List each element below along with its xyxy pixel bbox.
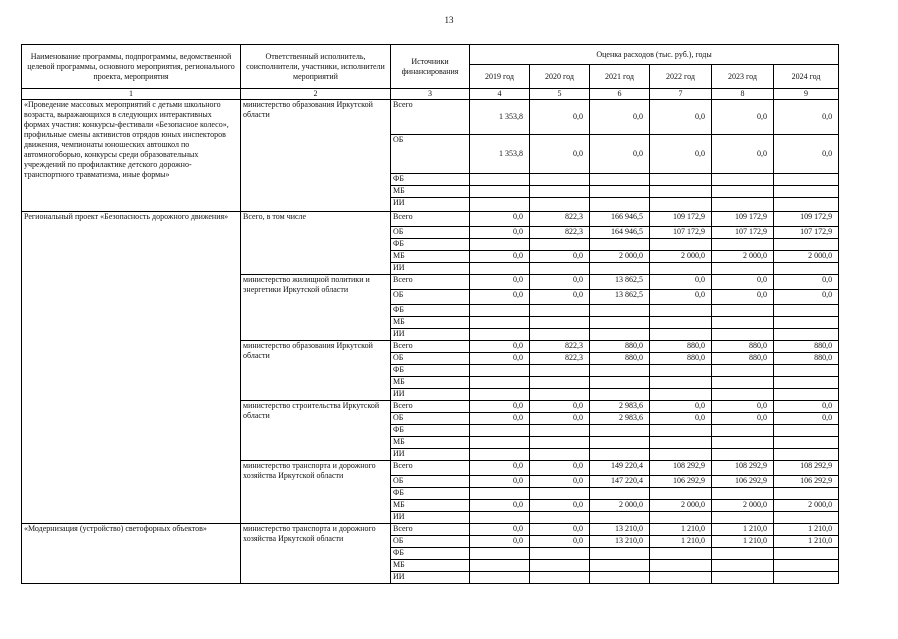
column-number: 7 <box>650 89 712 100</box>
amount-cell <box>590 186 650 198</box>
funding-source-cell: ФБ <box>391 239 470 251</box>
amount-cell: 107 172,9 <box>712 227 774 239</box>
amount-cell <box>470 560 530 572</box>
funding-source-cell: ОБ <box>391 476 470 488</box>
page-number: 13 <box>444 15 454 25</box>
amount-cell: 108 292,9 <box>774 461 839 476</box>
amount-cell <box>590 317 650 329</box>
amount-cell: 0,0 <box>712 135 774 174</box>
column-numbers-row <box>22 89 839 100</box>
amount-cell <box>470 305 530 317</box>
amount-cell <box>530 488 590 500</box>
amount-cell: 0,0 <box>470 341 530 353</box>
column-number: 6 <box>590 89 650 100</box>
amount-cell <box>774 365 839 377</box>
amount-cell <box>650 512 712 524</box>
amount-cell <box>650 239 712 251</box>
amount-cell <box>470 239 530 251</box>
amount-cell: 1 210,0 <box>712 524 774 536</box>
header-year: 2024 год <box>774 65 839 89</box>
amount-cell: 0,0 <box>774 401 839 413</box>
amount-cell: 0,0 <box>470 524 530 536</box>
column-number: 2 <box>241 89 391 100</box>
amount-cell: 0,0 <box>530 290 590 305</box>
amount-cell: 0,0 <box>774 100 839 135</box>
funding-source-cell: МБ <box>391 251 470 263</box>
table-row <box>22 100 839 135</box>
funding-source-cell: ИИ <box>391 449 470 461</box>
amount-cell <box>530 560 590 572</box>
program-name-cell: «Модернизация (устройство) светофорных объектов» <box>22 524 241 584</box>
amount-cell <box>530 449 590 461</box>
amount-cell <box>650 329 712 341</box>
amount-cell: 1 353,8 <box>470 100 530 135</box>
amount-cell: 106 292,9 <box>650 476 712 488</box>
amount-cell <box>712 365 774 377</box>
header-sources: Источники финансирования <box>391 45 470 89</box>
program-name-cell: «Проведение массовых мероприятий с детьми школьного возраста, выражающихся в следующих интерактивных формах участия: конкурсы-фестивали «Безопасное колесо», профильные смены активистов отрядов юных инспекторов движения, чемпионаты юношеских автошкол по автомногоборью, конкурсы среди образовательных учреждений по профилактике детского дорожно-транспортного травматизма, иные формы» <box>22 100 241 212</box>
amount-cell: 0,0 <box>590 135 650 174</box>
amount-cell <box>712 488 774 500</box>
amount-cell <box>650 548 712 560</box>
amount-cell <box>590 488 650 500</box>
column-number: 8 <box>712 89 774 100</box>
amount-cell <box>712 377 774 389</box>
amount-cell: 109 172,9 <box>712 212 774 227</box>
header-expenses: Оценка расходов (тыс. руб.), годы <box>470 45 839 65</box>
amount-cell: 822,3 <box>530 227 590 239</box>
amount-cell <box>650 174 712 186</box>
amount-cell <box>650 449 712 461</box>
amount-cell: 0,0 <box>712 100 774 135</box>
amount-cell: 0,0 <box>712 290 774 305</box>
funding-source-cell: Всего <box>391 401 470 413</box>
header-year: 2021 год <box>590 65 650 89</box>
amount-cell: 2 000,0 <box>774 251 839 263</box>
amount-cell: 166 946,5 <box>590 212 650 227</box>
amount-cell: 0,0 <box>774 275 839 290</box>
funding-source-cell: ИИ <box>391 512 470 524</box>
funding-source-cell: МБ <box>391 377 470 389</box>
amount-cell: 2 000,0 <box>712 251 774 263</box>
amount-cell <box>774 572 839 584</box>
amount-cell <box>530 425 590 437</box>
amount-cell <box>774 186 839 198</box>
amount-cell <box>774 512 839 524</box>
amount-cell: 1 210,0 <box>650 536 712 548</box>
amount-cell <box>470 198 530 212</box>
column-number: 9 <box>774 89 839 100</box>
amount-cell <box>530 437 590 449</box>
amount-cell: 0,0 <box>650 290 712 305</box>
column-number: 4 <box>470 89 530 100</box>
amount-cell <box>774 198 839 212</box>
amount-cell: 107 172,9 <box>650 227 712 239</box>
amount-cell <box>712 512 774 524</box>
amount-cell <box>774 263 839 275</box>
funding-source-cell: ФБ <box>391 174 470 186</box>
amount-cell: 880,0 <box>774 353 839 365</box>
amount-cell: 1 210,0 <box>650 524 712 536</box>
amount-cell: 0,0 <box>530 275 590 290</box>
amount-cell: 0,0 <box>470 500 530 512</box>
executor-cell: министерство транспорта и дорожного хозяйства Иркутской области <box>241 524 391 584</box>
amount-cell <box>712 560 774 572</box>
amount-cell <box>530 174 590 186</box>
amount-cell: 2 000,0 <box>590 251 650 263</box>
amount-cell: 0,0 <box>470 290 530 305</box>
amount-cell: 108 292,9 <box>712 461 774 476</box>
amount-cell <box>650 425 712 437</box>
amount-cell: 880,0 <box>650 353 712 365</box>
amount-cell <box>650 389 712 401</box>
funding-source-cell: ОБ <box>391 413 470 425</box>
amount-cell <box>590 449 650 461</box>
amount-cell: 0,0 <box>530 500 590 512</box>
funding-source-cell: ИИ <box>391 572 470 584</box>
amount-cell <box>650 560 712 572</box>
amount-cell: 0,0 <box>530 461 590 476</box>
amount-cell: 880,0 <box>712 341 774 353</box>
amount-cell <box>470 437 530 449</box>
amount-cell <box>470 186 530 198</box>
amount-cell: 149 220,4 <box>590 461 650 476</box>
amount-cell: 0,0 <box>530 413 590 425</box>
executor-cell: министерство строительства Иркутской области <box>241 401 391 461</box>
amount-cell <box>650 305 712 317</box>
amount-cell <box>774 317 839 329</box>
amount-cell: 13 210,0 <box>590 524 650 536</box>
table-body <box>22 100 839 584</box>
amount-cell <box>712 437 774 449</box>
amount-cell <box>650 437 712 449</box>
amount-cell: 0,0 <box>530 135 590 174</box>
amount-cell <box>470 389 530 401</box>
amount-cell <box>650 488 712 500</box>
amount-cell: 108 292,9 <box>650 461 712 476</box>
funding-source-cell: Всего <box>391 212 470 227</box>
amount-cell <box>774 377 839 389</box>
amount-cell <box>650 198 712 212</box>
amount-cell: 0,0 <box>650 401 712 413</box>
amount-cell <box>774 174 839 186</box>
amount-cell: 106 292,9 <box>712 476 774 488</box>
amount-cell <box>650 317 712 329</box>
amount-cell: 1 210,0 <box>774 536 839 548</box>
amount-cell <box>590 437 650 449</box>
amount-cell: 0,0 <box>530 100 590 135</box>
financing-table <box>21 44 839 584</box>
funding-source-cell: ОБ <box>391 135 470 174</box>
funding-source-cell: МБ <box>391 560 470 572</box>
executor-cell: министерство жилищной политики и энергетики Иркутской области <box>241 275 391 341</box>
amount-cell <box>712 198 774 212</box>
amount-cell <box>774 329 839 341</box>
amount-cell: 0,0 <box>530 251 590 263</box>
amount-cell: 2 000,0 <box>712 500 774 512</box>
amount-cell: 0,0 <box>774 135 839 174</box>
header-executor: Ответственный исполнитель, соисполнители, участники, исполнители мероприятий <box>241 45 391 89</box>
amount-cell: 1 210,0 <box>712 536 774 548</box>
funding-source-cell: ФБ <box>391 425 470 437</box>
amount-cell: 147 220,4 <box>590 476 650 488</box>
funding-source-cell: ОБ <box>391 227 470 239</box>
amount-cell: 107 172,9 <box>774 227 839 239</box>
amount-cell: 109 172,9 <box>774 212 839 227</box>
funding-source-cell: МБ <box>391 437 470 449</box>
funding-source-cell: ОБ <box>391 536 470 548</box>
funding-source-cell: ИИ <box>391 389 470 401</box>
amount-cell: 880,0 <box>650 341 712 353</box>
funding-source-cell: ОБ <box>391 290 470 305</box>
amount-cell: 2 983,6 <box>590 401 650 413</box>
amount-cell <box>470 512 530 524</box>
amount-cell <box>774 488 839 500</box>
amount-cell: 2 000,0 <box>650 251 712 263</box>
amount-cell <box>774 548 839 560</box>
amount-cell: 822,3 <box>530 341 590 353</box>
column-number: 3 <box>391 89 470 100</box>
funding-source-cell: ФБ <box>391 488 470 500</box>
amount-cell <box>590 512 650 524</box>
amount-cell: 0,0 <box>712 275 774 290</box>
amount-cell <box>530 305 590 317</box>
program-name-cell: Региональный проект «Безопасность дорожного движения» <box>22 212 241 524</box>
table-row <box>22 524 839 536</box>
amount-cell <box>470 377 530 389</box>
amount-cell: 2 983,6 <box>590 413 650 425</box>
amount-cell <box>650 572 712 584</box>
amount-cell <box>712 425 774 437</box>
amount-cell <box>774 389 839 401</box>
amount-cell: 2 000,0 <box>650 500 712 512</box>
amount-cell <box>530 377 590 389</box>
amount-cell <box>774 437 839 449</box>
amount-cell <box>590 560 650 572</box>
amount-cell: 0,0 <box>470 413 530 425</box>
amount-cell <box>712 449 774 461</box>
amount-cell <box>530 548 590 560</box>
amount-cell: 880,0 <box>774 341 839 353</box>
amount-cell: 1 353,8 <box>470 135 530 174</box>
amount-cell: 0,0 <box>650 100 712 135</box>
amount-cell: 0,0 <box>470 212 530 227</box>
amount-cell <box>650 186 712 198</box>
funding-source-cell: ОБ <box>391 353 470 365</box>
amount-cell <box>650 365 712 377</box>
amount-cell: 822,3 <box>530 212 590 227</box>
amount-cell <box>470 317 530 329</box>
executor-cell: министерство образования Иркутской области <box>241 100 391 212</box>
amount-cell: 0,0 <box>470 227 530 239</box>
funding-source-cell: ИИ <box>391 263 470 275</box>
amount-cell <box>774 425 839 437</box>
amount-cell <box>530 198 590 212</box>
amount-cell <box>650 377 712 389</box>
amount-cell: 0,0 <box>470 536 530 548</box>
amount-cell <box>530 572 590 584</box>
amount-cell <box>774 449 839 461</box>
amount-cell <box>774 560 839 572</box>
amount-cell <box>470 572 530 584</box>
header-year: 2022 год <box>650 65 712 89</box>
amount-cell <box>712 174 774 186</box>
amount-cell <box>470 548 530 560</box>
amount-cell <box>530 263 590 275</box>
amount-cell: 164 946,5 <box>590 227 650 239</box>
amount-cell: 13 210,0 <box>590 536 650 548</box>
amount-cell: 880,0 <box>590 341 650 353</box>
header-year: 2020 год <box>530 65 590 89</box>
executor-cell: министерство образования Иркутской области <box>241 341 391 401</box>
funding-source-cell: Всего <box>391 275 470 290</box>
amount-cell <box>712 329 774 341</box>
funding-source-cell: ИИ <box>391 198 470 212</box>
amount-cell <box>590 239 650 251</box>
amount-cell: 0,0 <box>530 476 590 488</box>
amount-cell <box>712 548 774 560</box>
amount-cell <box>470 425 530 437</box>
header-year: 2023 год <box>712 65 774 89</box>
amount-cell: 0,0 <box>470 476 530 488</box>
table-row <box>22 212 839 227</box>
funding-source-cell: Всего <box>391 341 470 353</box>
amount-cell: 0,0 <box>590 100 650 135</box>
amount-cell: 880,0 <box>712 353 774 365</box>
amount-cell <box>470 488 530 500</box>
amount-cell <box>650 263 712 275</box>
amount-cell: 1 210,0 <box>774 524 839 536</box>
amount-cell <box>590 548 650 560</box>
amount-cell <box>590 329 650 341</box>
funding-source-cell: МБ <box>391 317 470 329</box>
amount-cell: 0,0 <box>712 401 774 413</box>
amount-cell <box>590 305 650 317</box>
funding-source-cell: МБ <box>391 186 470 198</box>
amount-cell <box>590 389 650 401</box>
column-number: 1 <box>22 89 241 100</box>
amount-cell <box>470 263 530 275</box>
amount-cell <box>712 389 774 401</box>
amount-cell <box>712 186 774 198</box>
amount-cell <box>590 425 650 437</box>
amount-cell: 13 862,5 <box>590 290 650 305</box>
funding-source-cell: ФБ <box>391 305 470 317</box>
amount-cell <box>530 239 590 251</box>
amount-cell <box>712 239 774 251</box>
amount-cell: 0,0 <box>530 524 590 536</box>
amount-cell <box>530 389 590 401</box>
amount-cell <box>470 174 530 186</box>
executor-cell: министерство транспорта и дорожного хозяйства Иркутской области <box>241 461 391 524</box>
amount-cell: 0,0 <box>712 413 774 425</box>
amount-cell <box>590 572 650 584</box>
amount-cell <box>470 365 530 377</box>
amount-cell: 2 000,0 <box>774 500 839 512</box>
amount-cell <box>590 377 650 389</box>
header-row <box>22 45 839 65</box>
funding-source-cell: Всего <box>391 524 470 536</box>
funding-source-cell: Всего <box>391 461 470 476</box>
amount-cell <box>530 186 590 198</box>
amount-cell <box>590 174 650 186</box>
amount-cell <box>774 239 839 251</box>
amount-cell: 0,0 <box>470 353 530 365</box>
amount-cell: 0,0 <box>530 536 590 548</box>
amount-cell <box>470 449 530 461</box>
amount-cell <box>774 305 839 317</box>
executor-cell: Всего, в том числе <box>241 212 391 275</box>
amount-cell <box>470 329 530 341</box>
amount-cell <box>712 263 774 275</box>
amount-cell <box>530 329 590 341</box>
amount-cell: 106 292,9 <box>774 476 839 488</box>
amount-cell <box>712 305 774 317</box>
amount-cell <box>590 263 650 275</box>
amount-cell: 0,0 <box>530 401 590 413</box>
amount-cell <box>712 572 774 584</box>
funding-source-cell: ФБ <box>391 365 470 377</box>
amount-cell <box>530 317 590 329</box>
amount-cell: 0,0 <box>650 135 712 174</box>
funding-source-cell: ИИ <box>391 329 470 341</box>
column-number: 5 <box>530 89 590 100</box>
funding-source-cell: ФБ <box>391 548 470 560</box>
amount-cell <box>712 317 774 329</box>
amount-cell: 2 000,0 <box>590 500 650 512</box>
amount-cell: 13 862,5 <box>590 275 650 290</box>
funding-source-cell: МБ <box>391 500 470 512</box>
amount-cell: 822,3 <box>530 353 590 365</box>
amount-cell: 0,0 <box>470 275 530 290</box>
amount-cell: 0,0 <box>774 413 839 425</box>
amount-cell <box>590 198 650 212</box>
amount-cell: 0,0 <box>650 413 712 425</box>
amount-cell <box>590 365 650 377</box>
amount-cell: 0,0 <box>470 461 530 476</box>
amount-cell <box>530 365 590 377</box>
amount-cell: 109 172,9 <box>650 212 712 227</box>
amount-cell: 0,0 <box>470 401 530 413</box>
header-year: 2019 год <box>470 65 530 89</box>
header-program: Наименование программы, подпрограммы, ведомственной целевой программы, основного мероприятия, регионального проекта, мероприятия <box>22 45 241 89</box>
funding-source-cell: Всего <box>391 100 470 135</box>
amount-cell <box>530 512 590 524</box>
amount-cell: 0,0 <box>774 290 839 305</box>
amount-cell: 880,0 <box>590 353 650 365</box>
amount-cell: 0,0 <box>470 251 530 263</box>
amount-cell: 0,0 <box>650 275 712 290</box>
